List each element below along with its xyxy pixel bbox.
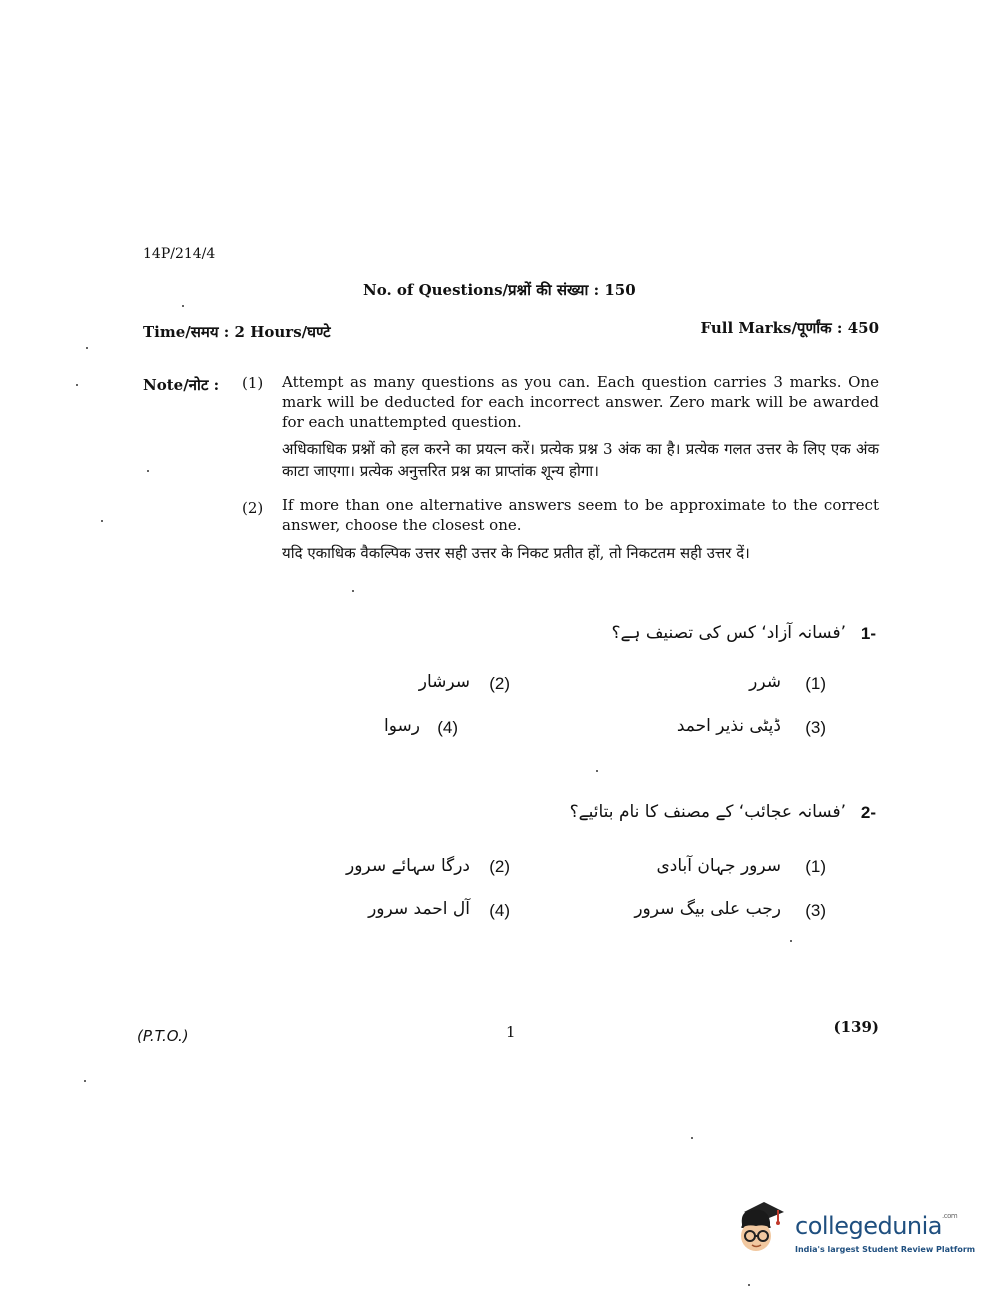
paper-serial-code: (139) [833, 1018, 879, 1036]
collegedunia-logo-icon [734, 1198, 788, 1256]
q2-option-3-text: رجب علی بیگ سرور [634, 899, 781, 919]
q1-option-1-number: (1) [805, 674, 826, 693]
question-1-text: ’فسانہ آزاد‘ کس کی تصنیف ہے؟ [611, 623, 846, 643]
question-2-text: ’فسانہ عجائب‘ کے مصنف کا نام بتائیے؟ [569, 802, 846, 822]
q2-option-2-number: (2) [489, 857, 510, 876]
q1-option-3-text: ڈپٹی نذیر احمد [676, 716, 781, 736]
question-2-number: 2- [860, 803, 876, 822]
q1-option-2-number: (2) [489, 674, 510, 693]
q2-option-4-number: (4) [489, 901, 510, 920]
time-allowed: Time/समय : 2 Hours/घण्टे [143, 323, 331, 341]
pto-label: (P.T.O.) [137, 1027, 189, 1045]
q2-option-1-text: سرور جہان آبادی [656, 856, 781, 876]
q1-option-2-text: سرشار [418, 672, 470, 692]
q1-option-4-text: رسوا [384, 716, 420, 736]
paper-code: 14P/214/4 [143, 246, 216, 262]
q1-option-1-text: شرر [749, 672, 781, 692]
q1-option-3-number: (3) [805, 718, 826, 737]
collegedunia-brand: collegedunia$^{.com}$ [795, 1212, 958, 1240]
note-1-english: Attempt as many questions as you can. Each question carries 3 marks. One mark will be deducted for each incorrect answer. Zero mark will be awarded for each unattempted question. [282, 373, 879, 431]
note-1-number: (1) [242, 374, 264, 392]
question-1-number: 1- [860, 624, 876, 643]
full-marks: Full Marks/पूर्णांक : 450 [700, 319, 879, 337]
collegedunia-tagline: India's largest Student Review Platform [795, 1245, 976, 1254]
q2-option-1-number: (1) [805, 857, 826, 876]
number-of-questions: No. of Questions/प्रश्नों की संख्या : 150 [363, 281, 636, 299]
q2-option-4-text: آل احمد سرور [368, 899, 470, 919]
q2-option-3-number: (3) [805, 901, 826, 920]
page-number: 1 [506, 1023, 516, 1041]
note-2-number: (2) [242, 499, 264, 517]
q2-option-2-text: درگا سہائے سرور [346, 856, 470, 876]
q1-option-4-number: (4) [437, 718, 458, 737]
note-2-hindi: यदि एकाधिक वैकल्पिक उत्तर सही उत्तर के निकट प्रतीत हों, तो निकटतम सही उत्तर दें। [282, 544, 750, 562]
note-2-english: If more than one alternative answers seem to be approximate to the correct answer, choose the closest one. [282, 496, 879, 534]
note-label: Note/नोट : [143, 376, 220, 394]
note-1-hindi: अधिकाधिक प्रश्नों को हल करने का प्रयत्न करें। प्रत्येक प्रश्न 3 अंक का है। प्रत्येक गलत उत्तर के लिए एक अंक काटा जाएगा। प्रत्येक अनुत्तरित प्रश्न का प्राप्तांक शून्य होगा। [282, 440, 879, 480]
